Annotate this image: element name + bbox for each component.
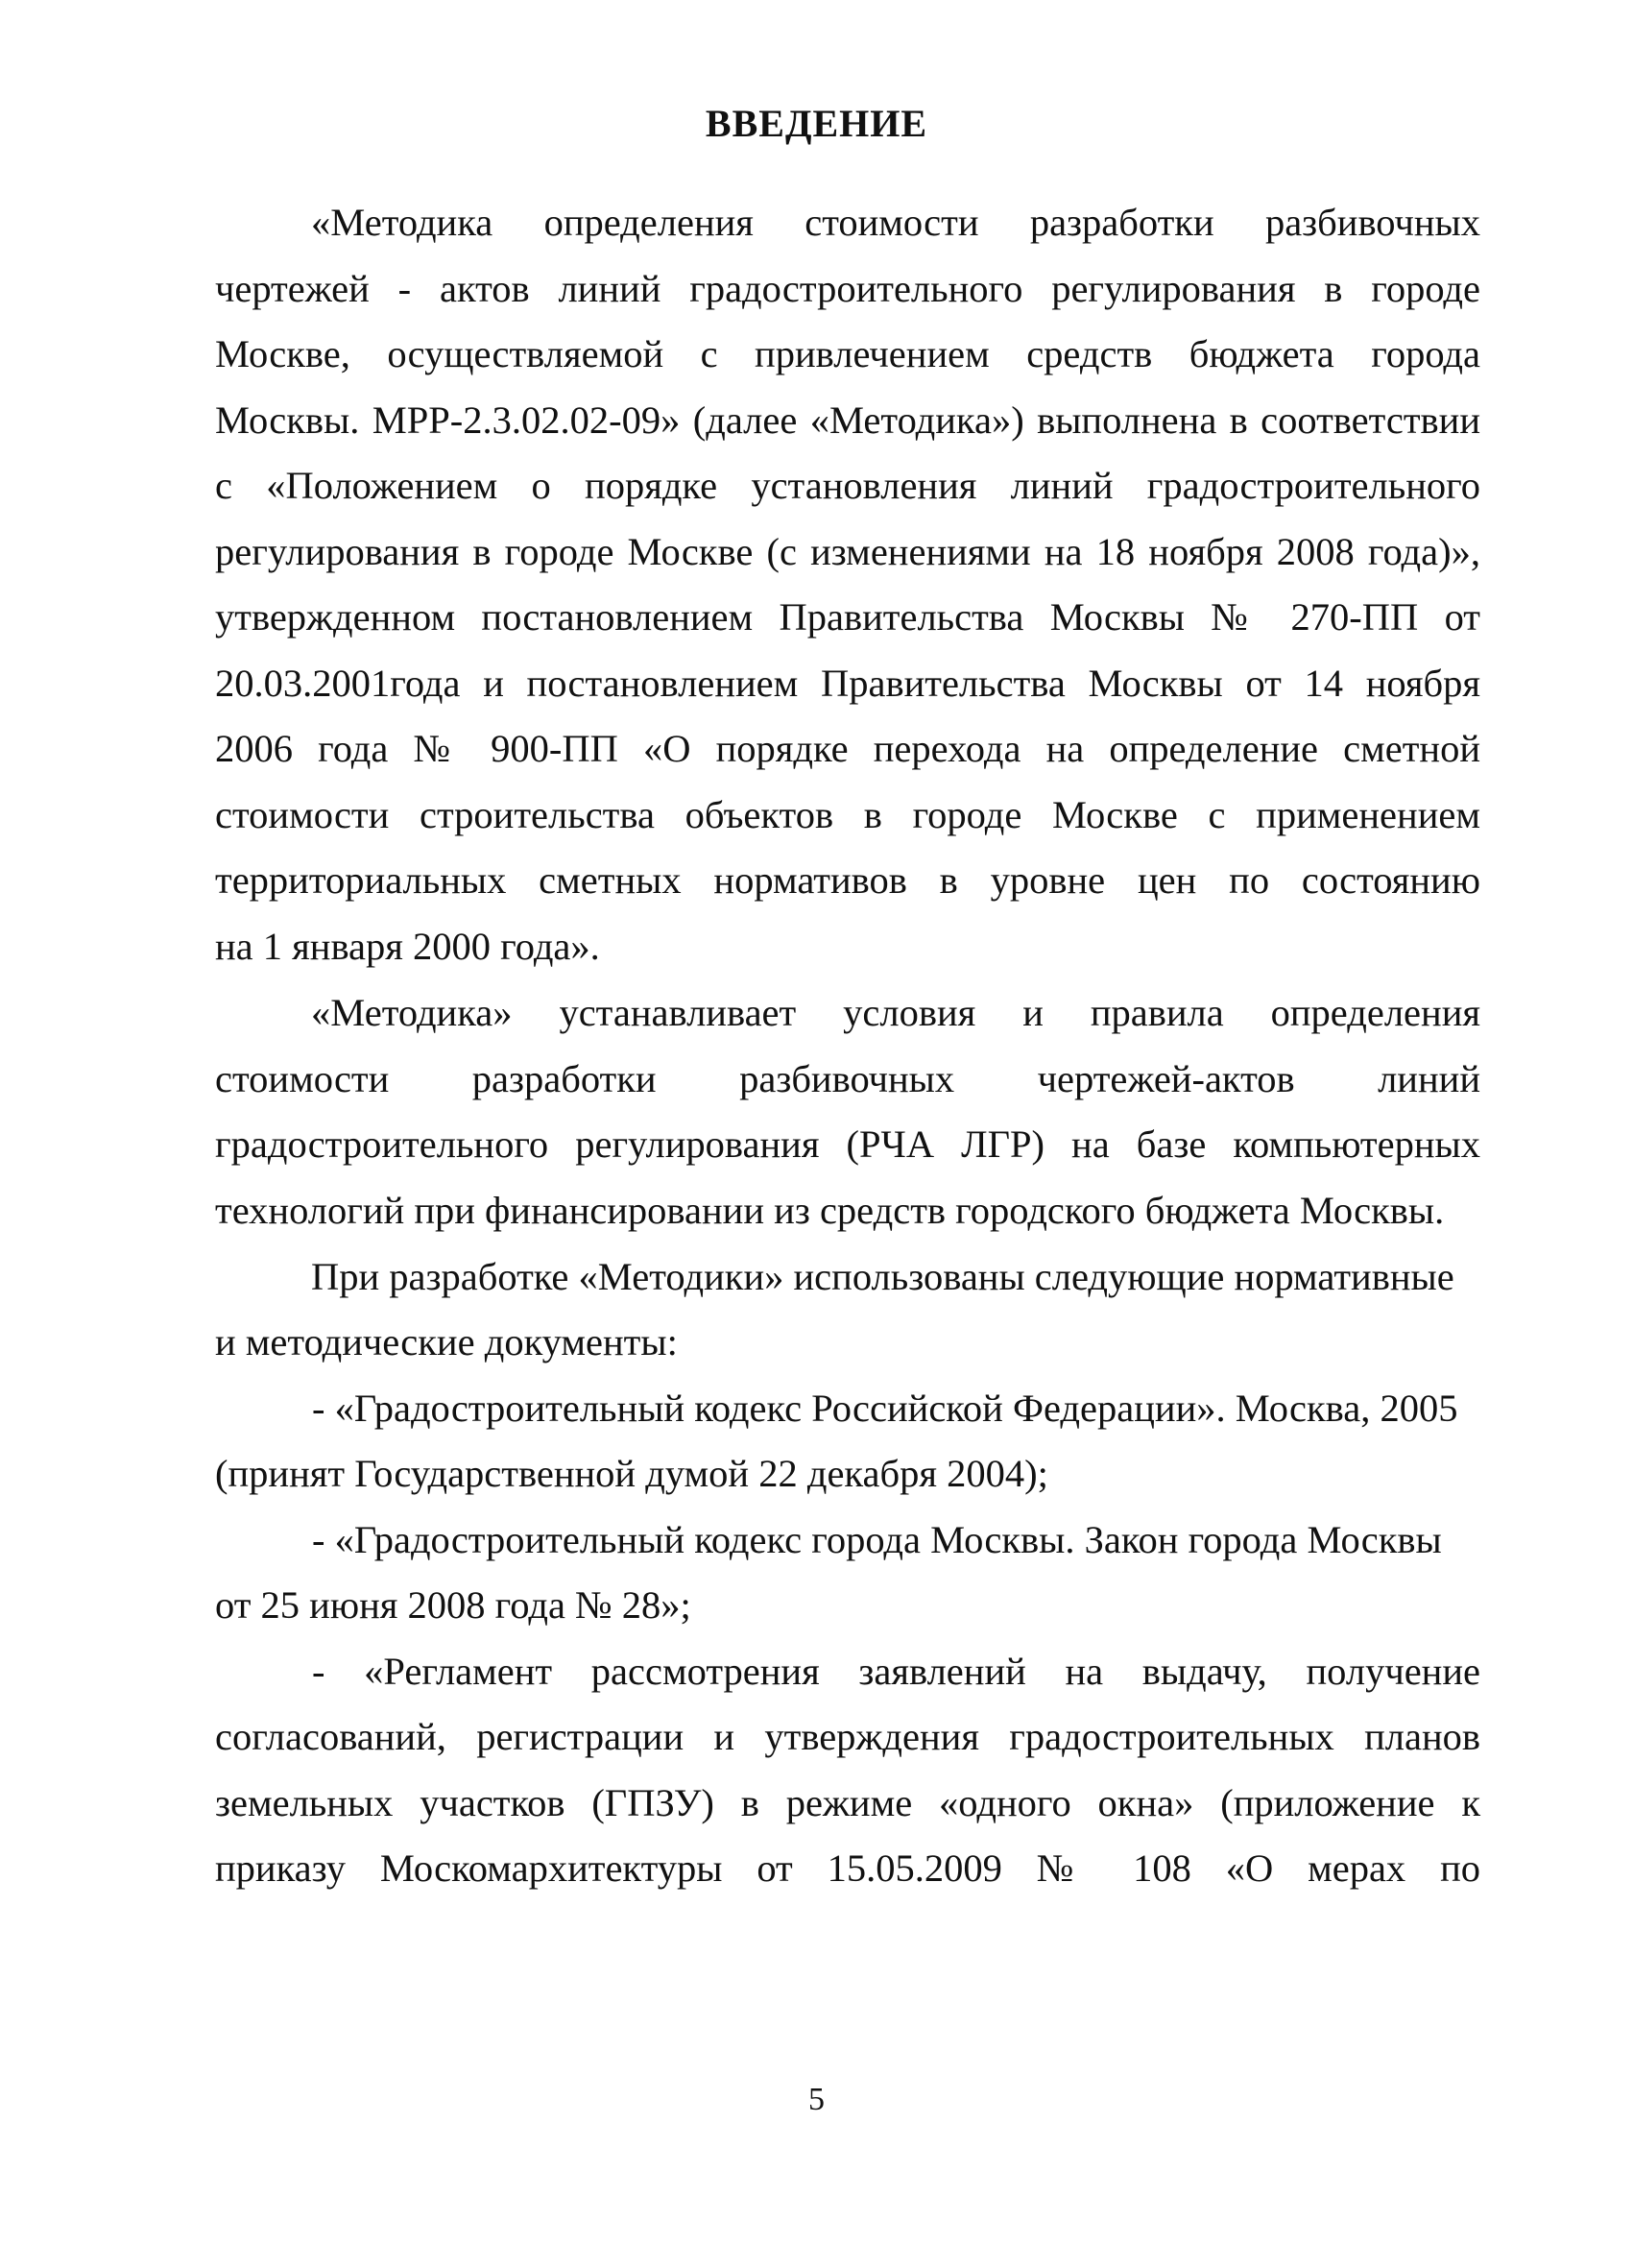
text-line: «Методика» устанавливает условия и правила определения	[311, 991, 1480, 1034]
text-line: чертежей - актов линий градостроительного регулирования в городе	[215, 267, 1480, 310]
text-line: «Методика определения стоимости разработки разбивочных	[311, 201, 1480, 244]
page-number: 5	[808, 2082, 825, 2117]
list-item-line: - «Градостроительный кодекс города Москвы. Закон города Москвы	[312, 1518, 1442, 1561]
text-line: 2006 года № 900-ПП «О порядке перехода на определение сметной	[215, 727, 1480, 770]
text-line: приказу Москомархитектуры от 15.05.2009 № 108 «О мерах по	[215, 1846, 1480, 1890]
text-line: (принят Государственной думой 22 декабря 2004);	[215, 1452, 1048, 1495]
text-line: земельных участков (ГПЗУ) в режиме «одного окна» (приложение к	[215, 1781, 1480, 1824]
text-line: согласований, регистрации и утверждения градостроительных планов	[215, 1715, 1480, 1758]
text-line: с «Положением о порядке установления линий градостроительного	[215, 464, 1480, 507]
list-item-line: - «Регламент рассмотрения заявлений на выдачу, получение	[312, 1650, 1480, 1693]
text-line: и методические документы:	[215, 1320, 678, 1363]
text-line: утвержденном постановлением Правительства Москвы № 270-ПП от	[215, 595, 1480, 639]
text-line: территориальных сметных нормативов в уровне цен по состоянию	[215, 858, 1480, 902]
text-line: стоимости строительства объектов в городе Москве с применением	[215, 793, 1480, 836]
section-title: ВВЕДЕНИЕ	[705, 102, 928, 145]
text-line: Москвы. МРР-2.3.02.02-09» (далее «Методика») выполнена в соответствии	[215, 398, 1480, 442]
text-line: от 25 июня 2008 года № 28»;	[215, 1583, 691, 1627]
list-item-line: - «Градостроительный кодекс Российской Федерации». Москва, 2005	[312, 1387, 1458, 1430]
text-line: 20.03.2001года и постановлением Правительства Москвы от 14 ноября	[215, 662, 1480, 705]
text-line: технологий при финансировании из средств городского бюджета Москвы.	[215, 1189, 1445, 1232]
text-line: При разработке «Методики» использованы следующие нормативные	[311, 1255, 1454, 1298]
text-line: регулирования в городе Москве (с изменениями на 18 ноября 2008 года)»,	[215, 530, 1480, 573]
text-line: стоимости разработки разбивочных чертежей-актов линий	[215, 1057, 1480, 1100]
text-line: на 1 января 2000 года».	[215, 925, 600, 968]
text-line: градостроительного регулирования (РЧА ЛГР) на базе компьютерных	[215, 1122, 1480, 1166]
text-line: Москве, осуществляемой с привлечением средств бюджета города	[215, 332, 1480, 375]
